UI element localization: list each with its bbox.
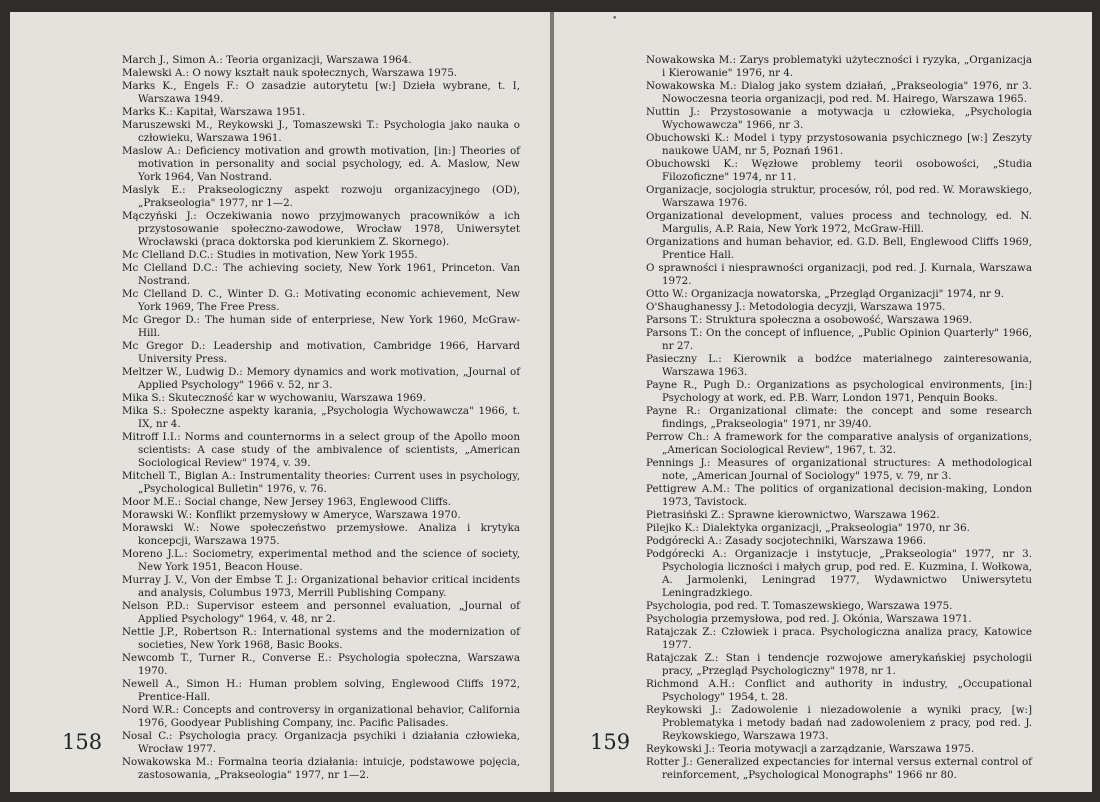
bibliography-entry: Mitroff I.I.: Norms and counternorms in a select group of the Apollo moon scientists: A case study of the ambivalence of scientists, „American Sociological Review" 1974, v. 39. [122,431,520,469]
bibliography-entry: Obuchowski K.: Węzłowe problemy teorii osobowości, „Studia Filozoficzne" 1974, nr 11. [646,158,1032,183]
bibliography-entry: Rotter J.: Generalized expectancies for internal versus external control of reinforcement, „Psychological Monographs" 1966 nr 80. [646,756,1032,781]
bibliography-entry: Podgórecki A.: Zasady socjotechniki, Warszawa 1966. [646,535,927,547]
bibliography-entry: Payne R., Pugh D.: Organizations as psychological environments, [in:] Psychology at work, ed. P.B. Warr, London 1971, Penquin Books. [646,379,1032,404]
bibliography-entry: Ratajczak Z.: Człowiek i praca. Psychologiczna analiza pracy, Katowice 1977. [646,626,1032,651]
bibliography-entry: Nowakowska M.: Dialog jako system działań, „Prakseologia" 1976, nr 3. Nowoczesna teoria organizacji, pod red. M. Hairego, Warszawa 1965. [646,80,1032,105]
bibliography-entry: Psychologia przemysłowa, pod red. J. Okónia, Warszawa 1971. [646,613,972,625]
bibliography-entry: Newcomb T., Turner R., Converse E.: Psychologia społeczna, Warszawa 1970. [122,652,520,677]
bibliography-entry: Marks K., Engels F.: O zasadzie autorytetu [w:] Dzieła wybrane, t. I, Warszawa 1949. [122,80,520,105]
bibliography-list-right [646,54,1032,782]
bibliography-entry: Pasieczny L.: Kierownik a bodźce materialnego zainteresowania, Warszawa 1963. [646,353,1032,378]
bibliography-entry: Payne R.: Organizational climate: the concept and some research findings, „Prakseologia" 1971, nr 39/40. [646,405,1032,430]
bibliography-entry: Organizations and human behavior, ed. G.D. Bell, Englewood Cliffs 1969, Prentice Hall. [646,236,1032,261]
bibliography-entry: Parsons T.: Struktura społeczna a osobowość, Warszawa 1969. [646,314,973,326]
bibliography-entry: Mika S.: Skuteczność kar w wychowaniu, Warszawa 1969. [122,392,426,404]
bibliography-entry: Organizational development, values process and technology, ed. N. Margulis, A.P. Raia, New York 1972, McGraw-Hill. [646,210,1032,235]
bibliography-entry: March J., Simon A.: Teoria organizacji, Warszawa 1964. [122,54,412,66]
bibliography-entry: Richmond A.H.: Conflict and authority in industry, „Occupational Psychology" 1954, t. 28. [646,678,1032,703]
bibliography-entry: Nosal C.: Psychologia pracy. Organizacja psychiki i działania człowieka, Wrocław 1977. [122,730,520,755]
bibliography-entry: Newell A., Simon H.: Human problem solving, Englewood Cliffs 1972, Prentice-Hall. [122,678,520,703]
bibliography-entry: Mc Clelland D.C.: Studies in motivation, New York 1955. [122,249,418,261]
bibliography-entry: Meltzer W., Ludwig D.: Memory dynamics and work motivation, „Journal of Applied Psychology" 1966 v. 52, nr 3. [122,366,520,391]
bibliography-entry: Organizacje, socjologia struktur, procesów, ról, pod red. W. Morawskiego, Warszawa 1976. [646,184,1032,209]
bibliography-entry: Nettle J.P., Robertson R.: International systems and the modernization of societies, New York 1968, Basic Books. [122,626,520,651]
bibliography-entry: Morawski W.: Nowe społeczeństwo przemysłowe. Analiza i krytyka koncepcji, Warszawa 1975. [122,522,520,547]
bibliography-list-left [122,54,520,782]
bibliography-entry: Mika S.: Społeczne aspekty karania, „Psychologia Wychowawcza" 1966, t. IX, nr 4. [122,405,520,430]
page-number: 159 [590,730,631,754]
bibliography-entry: Podgórecki A.: Organizacje i instytucje, „Prakseologia" 1977, nr 3. Psychologia liczności i małych grup, pod red. E. Kuzmina, I. Wołkowa, A. Jarmolenki, Leningrad 1977, Wydawnictwo Uniwersytetu Leningradzkiego. [646,548,1032,599]
bibliography-entry: Murray J. V., Von der Embse T. J.: Organizational behavior critical incidents and analysis, Columbus 1973, Merrill Publishing Company. [122,574,520,599]
bibliography-entry: Pietrasiński Z.: Sprawne kierownictwo, Warszawa 1962. [646,509,940,521]
bibliography-entry: Nowakowska M.: Zarys problematyki użyteczności i ryzyka, „Organizacja i Kierowanie" 1976, nr 4. [646,54,1032,79]
left-page [10,12,550,792]
bibliography-entry: Perrow Ch.: A framework for the comparative analysis of organizations, „American Sociological Review", 1967, t. 32. [646,431,1032,456]
bibliography-entry: Maslyk E.: Prakseologiczny aspekt rozwoju organizacyjnego (OD), „Prakseologia" 1977, nr 1—2. [122,184,520,209]
bibliography-entry: Moreno J.L.: Sociometry, experimental method and the science of society, New York 1951, Beacon House. [122,548,520,573]
bibliography-entry: Pilejko K.: Dialektyka organizacji, „Prakseologia" 1970, nr 36. [646,522,970,534]
right-page [554,12,1092,792]
bibliography-entry: Marks K.: Kapitał, Warszawa 1951. [122,106,306,118]
bibliography-entry: Mączyński J.: Oczekiwania nowo przyjmowanych pracowników a ich przystosowanie społeczno-zawodowe, Wrocław 1978, Uniwersytet Wrocławski (praca doktorska pod kierunkiem Z. Skornego). [122,210,520,248]
bibliography-entry: Mitchell T., Biglan A.: Instrumentality theories: Current uses in psychology, „Psychological Bulletin" 1976, v. 76. [122,470,520,495]
bibliography-entry: Mc Gregor D.: Leadership and motivation, Cambridge 1966, Harvard University Press. [122,340,520,365]
bibliography-entry: Obuchowski K.: Model i typy przystosowania psychicznego [w:] Zeszyty naukowe UAM, nr 5, Poznań 1961. [646,132,1032,157]
bibliography-entry: O'Shaughanessy J.: Metodologia decyzji, Warszawa 1975. [646,301,946,313]
bibliography-entry: Reykowski J.: Zadowolenie i niezadowolenie a wyniki pracy, [w:] Problematyka i metody badań nad zadowoleniem z pracy, pod red. J. Reykowskiego, Warszawa 1973. [646,704,1032,742]
bibliography-entry: Mc Clelland D.C.: The achieving society, New York 1961, Princeton. Van Nostrand. [122,262,520,287]
bibliography-entry: Nuttin J.: Przystosowanie a motywacja u człowieka, „Psychologia Wychowawcza" 1966, nr 3. [646,106,1032,131]
bibliography-entry: Nelson P.D.: Supervisor esteem and personnel evaluation, „Journal of Applied Psychology" 1964, v. 48, nr 2. [122,600,520,625]
bibliography-entry: Psychologia, pod red. T. Tomaszewskiego, Warszawa 1975. [646,600,953,612]
bibliography-entry: Mc Gregor D.: The human side of enterpriese, New York 1960, McGraw-Hill. [122,314,520,339]
bibliography-entry: Mc Clelland D. C., Winter D. G.: Motivating economic achievement, New York 1969, The Free Press. [122,288,520,313]
bibliography-entry: Maruszewski M., Reykowski J., Tomaszewski T.: Psychologia jako nauka o człowieku, Warszawa 1961. [122,119,520,144]
bibliography-entry: Moor M.E.: Social change, New Jersey 1963, Englewood Cliffs. [122,496,451,508]
bibliography-entry: Maslow A.: Deficiency motivation and growth motivation, [in:] Theories of motivation in personality and social psychology, ed. A. Maslow, New York 1964, Van Nostrand. [122,145,520,183]
bibliography-entry: Nowakowska M.: Formalna teoria działania: intuicje, podstawowe pojęcia, zastosowania, „Prakseologia" 1977, nr 1—2. [122,756,520,781]
page-number: 158 [62,730,103,754]
bibliography-entry: Pettigrew A.M.: The politics of organizational decision-making, London 1973, Tavistock. [646,483,1032,508]
bibliography-entry: Reykowski J.: Teoria motywacji a zarządzanie, Warszawa 1975. [646,743,975,755]
bibliography-entry: Nord W.R.: Concepts and controversy in organizational behavior, California 1976, Goodyear Publishing Company, inc. Pacific Palisades. [122,704,520,729]
bibliography-entry: Ratajczak Z.: Stan i tendencje rozwojowe amerykańskiej psychologii pracy, „Przegląd Psychologiczny" 1978, nr 1. [646,652,1032,677]
bibliography-entry: O sprawności i niesprawności organizacji, pod red. J. Kurnala, Warszawa 1972. [646,262,1032,287]
bibliography-entry: Malewski A.: O nowy kształt nauk społecznych, Warszawa 1975. [122,67,458,79]
bibliography-entry: Pennings J.: Measures of organizational structures: A methodological note, „American Journal of Sociology" 1975, v. 79, nr 3. [646,457,1032,482]
bibliography-entry: Otto W.: Organizacja nowatorska, „Przegląd Organizacji" 1974, nr 9. [646,288,1005,300]
bibliography-entry: Parsons T.: On the concept of influence, „Public Opinion Quarterly" 1966, nr 27. [646,327,1032,352]
bibliography-entry: Morawski W.: Konflikt przemysłowy w Ameryce, Warszawa 1970. [122,509,461,521]
page-mark: • [612,14,618,24]
